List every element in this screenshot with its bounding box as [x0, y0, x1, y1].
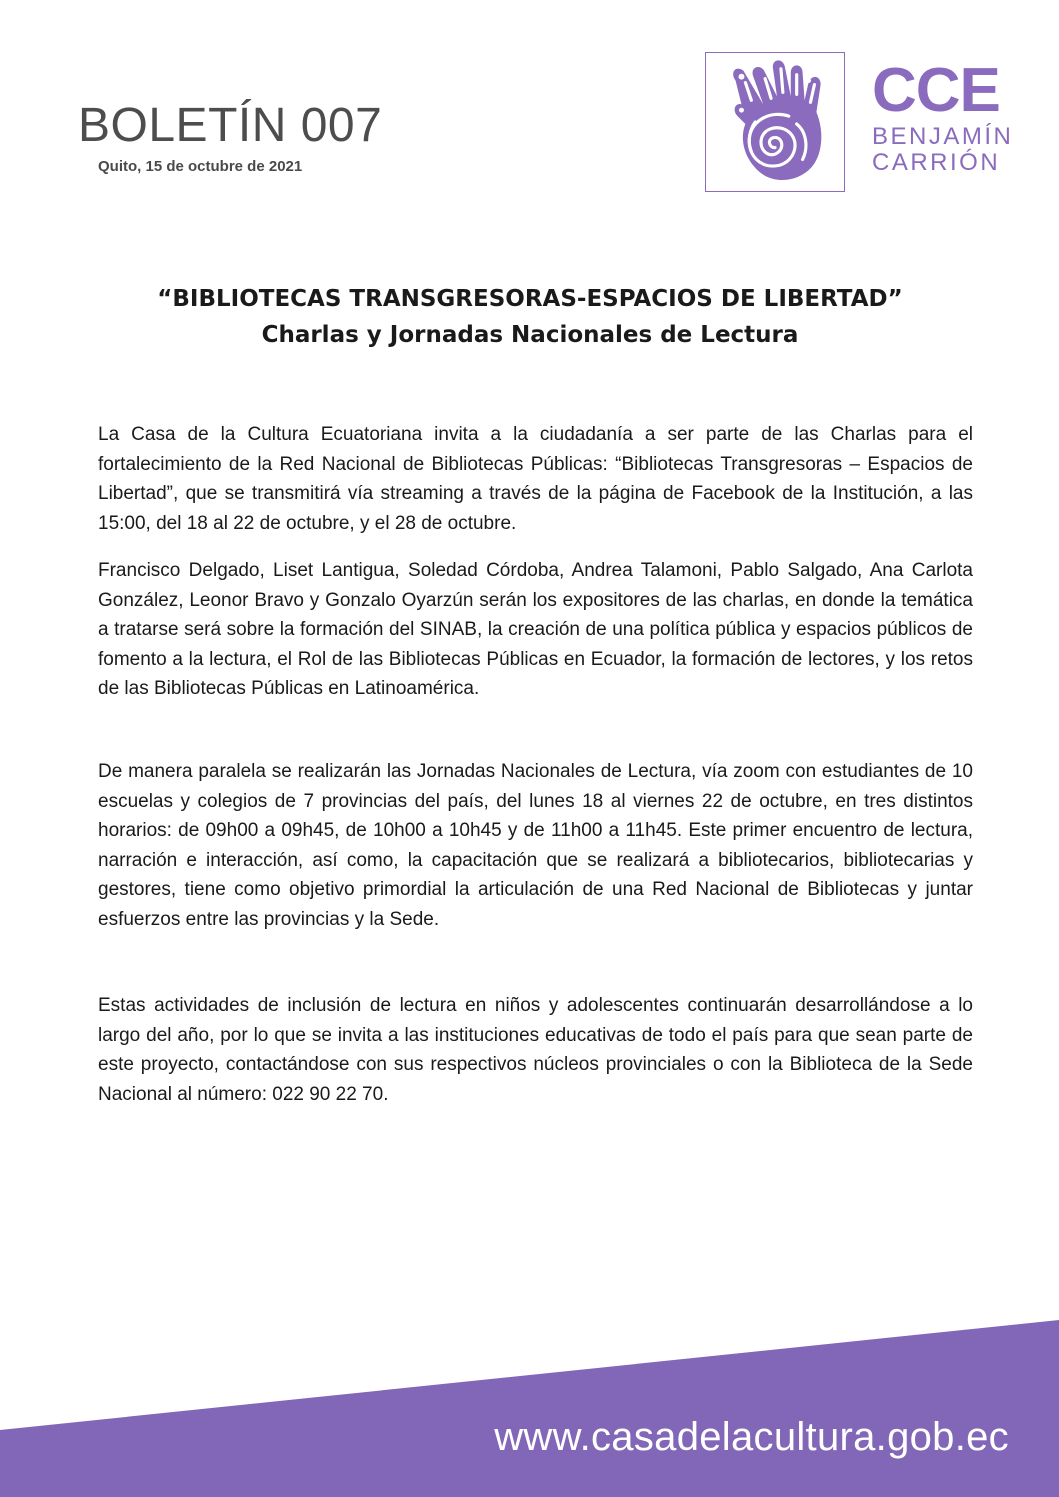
- cce-logo-text: [872, 58, 1017, 176]
- bulletin-date: Quito, 15 de octubre de 2021: [98, 158, 303, 175]
- cce-logo-emblem: [705, 52, 845, 192]
- body-paragraph-2: Francisco Delgado, Liset Lantigua, Soledad Córdoba, Andrea Talamoni, Pablo Salgado, Ana Carlota González, Leonor Bravo y Gonzalo Oyarzún serán los expositores de las charlas, en donde la temática a tratarse será sobre la formación del SINAB, la creación de una política pública y espacios públicos de fomento a la lectura, el Rol de las Bibliotecas Públicas en Ecuador, la formación de lectores, y los retos de las Bibliotecas Públicas en Latinoamérica.: [98, 560, 973, 699]
- logo-name-line2: CARRIÓN: [872, 149, 1001, 176]
- logo-name-line1: BENJAMÍN: [872, 123, 1014, 150]
- hand-spiral-logo-icon: [706, 53, 844, 191]
- headline-subtitle: Charlas y Jornadas Nacionales de Lectura: [261, 322, 799, 348]
- headline-title: “BIBLIOTECAS TRANSGRESORAS-ESPACIOS DE LIBERTAD”: [157, 286, 903, 312]
- logo-abbr: CCE: [872, 56, 1000, 125]
- bulletin-title: BOLETÍN 007: [78, 99, 383, 152]
- footer-website-link[interactable]: www.casadelacultura.gob.ec: [494, 1415, 1009, 1459]
- body-paragraph-4: Estas actividades de inclusión de lectura en niños y adolescentes continuarán desarrollándose a lo largo del año, por lo que se invita a las instituciones educativas de todo el país para que sean parte de este proyecto, contactándose con sus respectivos núcleos provinciales o con la Biblioteca de la Sede Nacional al número: 022 90 22 70.: [98, 995, 973, 1105]
- footer-band: [0, 1320, 1059, 1497]
- body-paragraph-3: De manera paralela se realizarán las Jornadas Nacionales de Lectura, vía zoom con estudiantes de 10 escuelas y colegios de 7 provincias del país, del lunes 18 al viernes 22 de octubre, en tres distintos horarios: de 09h00 a 09h45, de 10h00 a 10h45 y de 11h00 a 11h45. Este primer encuentro de lectura, narración e interacción, así como, la capacitación que se realizará a bibliotecarios, bibliotecarias y gestores, tiene como objetivo primordial la articulación de una Red Nacional de Bibliotecas y juntar esfuerzos entre las provincias y la Sede.: [98, 761, 973, 930]
- body-paragraph-1: La Casa de la Cultura Ecuatoriana invita a la ciudadanía a ser parte de las Charlas para el fortalecimiento de la Red Nacional de Bibliotecas Públicas: “Bibliotecas Transgresoras – Espacios de Libertad”, que se transmitirá vía streaming a través de la página de Facebook de la Institución, a las 15:00, del 18 al 22 de octubre, y el 28 de octubre.: [98, 424, 973, 534]
